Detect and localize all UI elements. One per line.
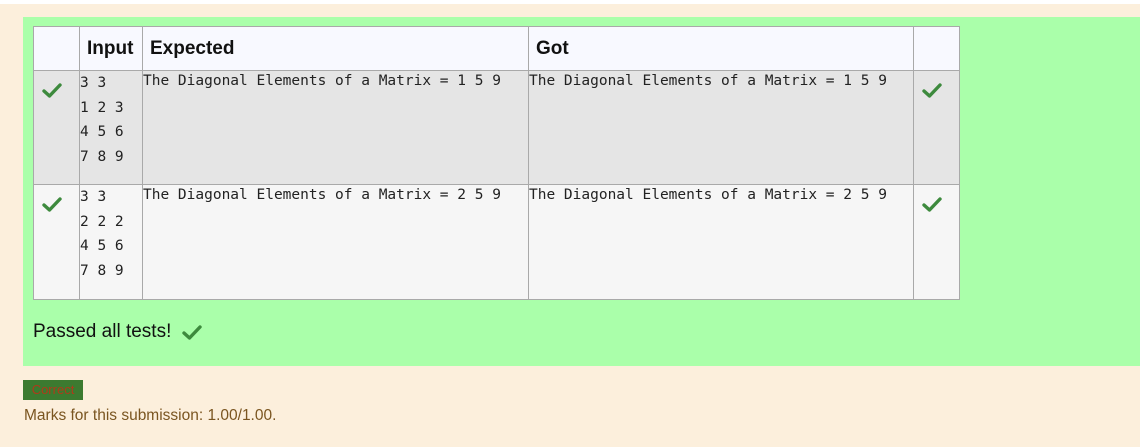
got-cell: The Diagonal Elements of a Matrix = 2 5 9 <box>529 185 914 300</box>
top-strip <box>0 0 1140 4</box>
table-header-row <box>34 27 960 71</box>
test-results-table <box>33 26 960 300</box>
input-line: 1 2 3 <box>80 99 124 116</box>
header-status <box>34 27 80 71</box>
row-result-cell <box>914 71 960 185</box>
checkmark-icon <box>182 324 202 340</box>
input-cell <box>80 71 143 185</box>
header-expected: Expected <box>143 27 529 71</box>
marks-text: Marks for this submission: 1.00/1.00. <box>24 407 277 424</box>
checkmark-icon <box>42 82 62 98</box>
input-line: 3 3 <box>80 75 107 91</box>
checkmark-icon <box>922 196 942 212</box>
expected-cell: The Diagonal Elements of a Matrix = 1 5 9 <box>143 71 529 185</box>
row-status-cell <box>34 185 80 300</box>
expected-cell: The Diagonal Elements of a Matrix = 2 5 9 <box>143 185 529 300</box>
input-line: 3 3 <box>80 189 107 205</box>
test-results-panel <box>23 17 1140 366</box>
row-status-cell <box>34 71 80 185</box>
input-line: 4 5 6 <box>80 124 124 141</box>
passed-text: Passed all tests! <box>33 321 172 342</box>
correct-badge: Correct <box>23 380 83 400</box>
row-result-cell <box>914 185 960 300</box>
checkmark-icon <box>922 82 942 98</box>
got-cell: The Diagonal Elements of a Matrix = 1 5 9 <box>529 71 914 185</box>
input-line: 7 8 9 <box>80 148 124 165</box>
input-line: 7 8 9 <box>80 262 124 279</box>
input-line: 4 5 6 <box>80 238 124 255</box>
input-cell <box>80 185 143 300</box>
header-input: Input <box>80 27 143 71</box>
input-line: 2 2 2 <box>80 213 124 230</box>
header-result <box>914 27 960 71</box>
checkmark-icon <box>42 196 62 212</box>
passed-summary <box>33 321 202 343</box>
table-row <box>34 71 960 185</box>
header-got: Got <box>529 27 914 71</box>
table-row <box>34 185 960 300</box>
